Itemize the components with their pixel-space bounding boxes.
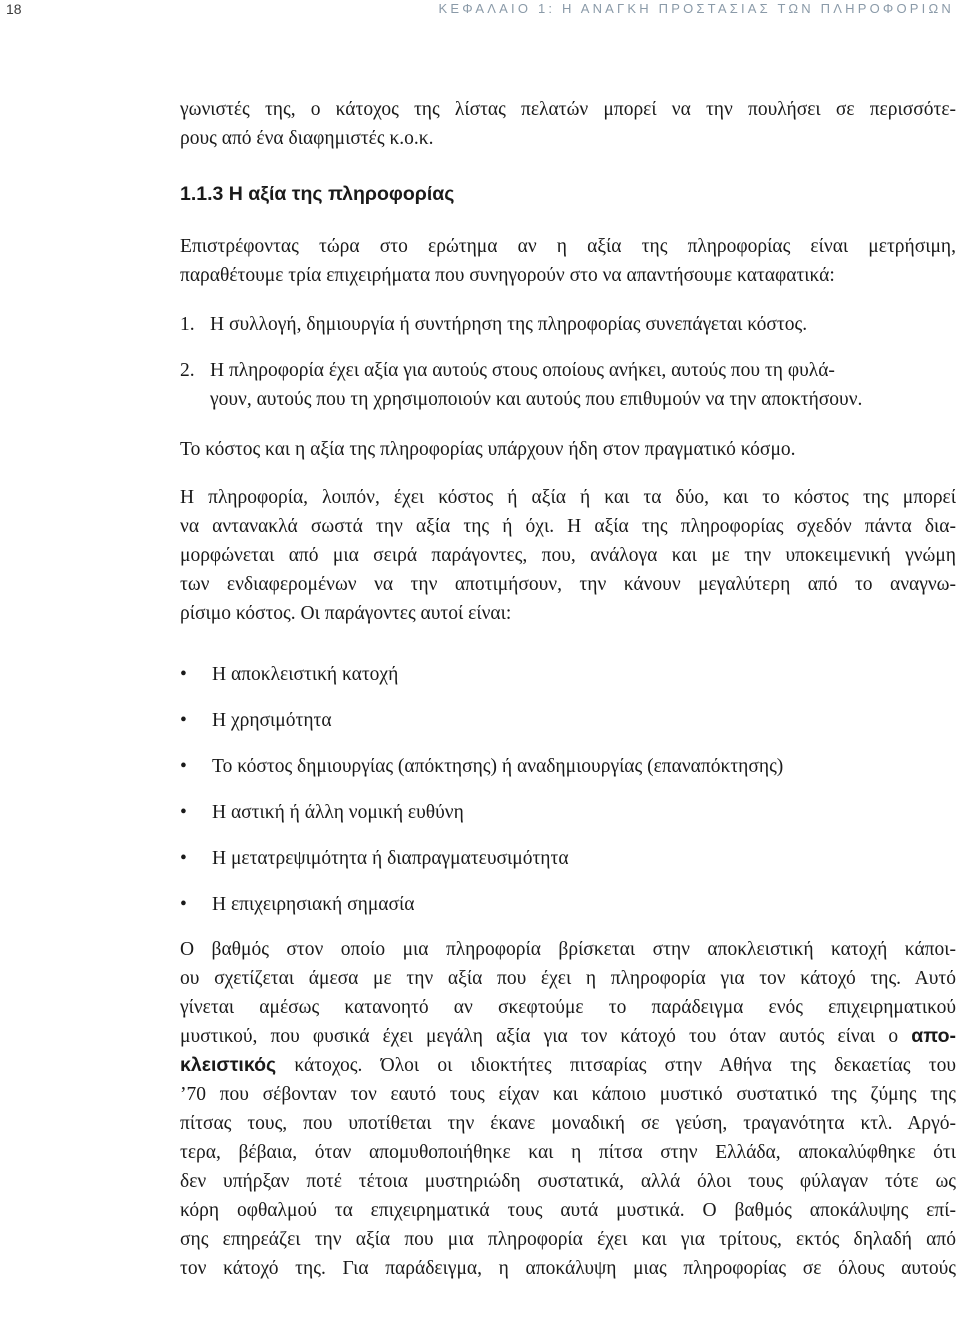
bold-term: κλειστικός: [180, 1054, 277, 1076]
text-line: να αντανακλά σωστά την αξία της ή όχι. Η αξία της πληροφορίας σχεδόν πάντα δια-: [180, 516, 956, 537]
text-line: Επιστρέφοντας τώρα στο ερώτημα αν η αξία της πληροφορίας είναι μετρήσιμη,: [180, 236, 956, 257]
page-number: 18: [6, 1, 22, 17]
paragraph-exclusive-ownership: [180, 935, 956, 1283]
text-segment: κάτοχος. Όλοι οι ιδιοκτήτες πιτσαρίας στην Αθήνα της δεκαετίας του: [294, 1055, 956, 1076]
paragraph-cost-value: [180, 435, 956, 464]
text-line: δεν υπήρξαν ποτέ τέτοια μυστηριώδη συστατικά, αλλά όλοι τους φύλαγαν τότε ως: [180, 1171, 956, 1192]
text-line: [180, 1022, 956, 1051]
text-line: παραθέτουμε τρία επιχειρήματα που συνηγορούν στο να απαντήσουμε καταφατικά:: [180, 265, 835, 286]
text-line: κόρη οφθαλμού τα επιχειρηματικά τους αυτά μυστικά. Ο βαθμός αποκάλυψης επί-: [180, 1200, 956, 1221]
text-line: Το κόστος και η αξία της πληροφορίας υπάρχουν ήδη στον πραγματικό κόσμο.: [180, 439, 796, 460]
enumerated-item-2: [180, 356, 956, 414]
bullet-icon: •: [180, 894, 187, 915]
enum-text: Η συλλογή, δημιουργία ή συντήρηση της πληροφορίας συνεπάγεται κόστος.: [210, 314, 808, 335]
text-segment: μυστικού, που φυσικά έχει μεγάλη αξία για τον κάτοχό του όταν αυτός είναι ο: [180, 1026, 899, 1047]
bullet-icon: •: [180, 710, 187, 731]
list-item: [180, 798, 783, 844]
text-line: μορφώνεται από μια σειρά παράγοντες, που, ανάλογα και με την υποκειμενική γνώμη: [180, 545, 956, 566]
list-item-text: Η χρησιμότητα: [212, 710, 332, 731]
list-item-text: Η μετατρεψιμότητα ή διαπραγματευσιμότητα: [212, 848, 569, 869]
text-line: γωνιστές της, ο κάτοχος της λίστας πελατών μπορεί να την πουλήσει σε περισσότε-: [180, 99, 956, 120]
list-item-text: Το κόστος δημιουργίας (απόκτησης) ή αναδημιουργίας (επαναπόκτησης): [212, 756, 784, 777]
list-item: [180, 706, 783, 752]
list-item-text: Η επιχειρησιακή σημασία: [212, 894, 415, 915]
text-line: ου σχετίζεται άμεσα με την αξία που έχει η πληροφορία για τον κάτοχό της. Αυτό: [180, 968, 956, 989]
text-line: τερα, βέβαια, όταν απομυθοποιήθηκε και η πίτσα στην Ελλάδα, αποκαλύφθηκε ότι: [180, 1142, 956, 1163]
intro-paragraph: [180, 95, 956, 153]
enum-text: Η πληροφορία έχει αξία για αυτούς στους οποίους ανήκει, αυτούς που τη φυλά-: [210, 360, 835, 381]
bullet-icon: •: [180, 802, 187, 823]
text-line: των ενδιαφερομένων να την αποτιμήσουν, την κάνουν μεγαλύτερη από το αναγνω-: [180, 574, 956, 595]
list-item: [180, 890, 783, 936]
text-line: πίτσας τους, που υποτίθεται την έκανε μοναδική σε γεύση, τραγανότητα κτλ. Αργό-: [180, 1113, 956, 1134]
text-line: ’70 που σέβονταν τον εαυτό τους είχαν και κάποιο μυστικό συστατικό της ζύμης της: [180, 1084, 956, 1105]
text-line: ρους από ένα διαφημιστές κ.ο.κ.: [180, 128, 434, 149]
enum-label: 2.: [180, 360, 195, 381]
section-intro-paragraph: [180, 232, 956, 290]
factors-list: [180, 660, 783, 936]
enum-label: 1.: [180, 314, 195, 335]
bullet-icon: •: [180, 848, 187, 869]
list-item: [180, 844, 783, 890]
bullet-icon: •: [180, 756, 187, 777]
text-line: Η πληροφορία, λοιπόν, έχει κόστος ή αξία ή και τα δύο, και το κόστος της μπορεί: [180, 487, 956, 508]
bold-term: απο-: [911, 1025, 957, 1047]
text-line: τον κάτοχό της. Για παράδειγμα, η αποκάλυψη μιας πληροφορίας σε όλους αυτούς: [180, 1258, 956, 1279]
running-header: ΚΕΦΑΛΑΙΟ 1: Η ΑΝΑΓΚΗ ΠΡΟΣΤΑΣΙΑΣ ΤΩΝ ΠΛΗΡΟΦΟΡΙΩΝ: [438, 1, 954, 16]
text-line: [180, 1051, 956, 1080]
enumerated-item-1: [180, 310, 956, 339]
list-item: [180, 660, 783, 706]
enum-text: γουν, αυτούς που τη χρησιμοποιούν και αυτούς που επιθυμούν να την αποκτήσουν.: [210, 389, 863, 410]
text-line: γίνεται αμέσως κατανοητό αν σκεφτούμε το παράδειγμα ενός επιχειρηματικού: [180, 997, 956, 1018]
text-line: σης επηρεάζει την αξία που μια πληροφορία έχει και για τρίτους, εκτός δηλαδή από: [180, 1229, 956, 1250]
text-line: ρίσιμο κόστος. Οι παράγοντες αυτοί είναι:: [180, 603, 512, 624]
section-heading: 1.1.3 Η αξία της πληροφορίας: [180, 183, 455, 205]
paragraph-factors: [180, 483, 956, 628]
bullet-icon: •: [180, 664, 187, 685]
list-item: [180, 752, 783, 798]
text-line: Ο βαθμός στον οποίο μια πληροφορία βρίσκεται στην αποκλειστική κατοχή κάποι-: [180, 939, 956, 960]
list-item-text: Η αστική ή άλλη νομική ευθύνη: [212, 802, 464, 823]
list-item-text: Η αποκλειστική κατοχή: [212, 664, 399, 685]
